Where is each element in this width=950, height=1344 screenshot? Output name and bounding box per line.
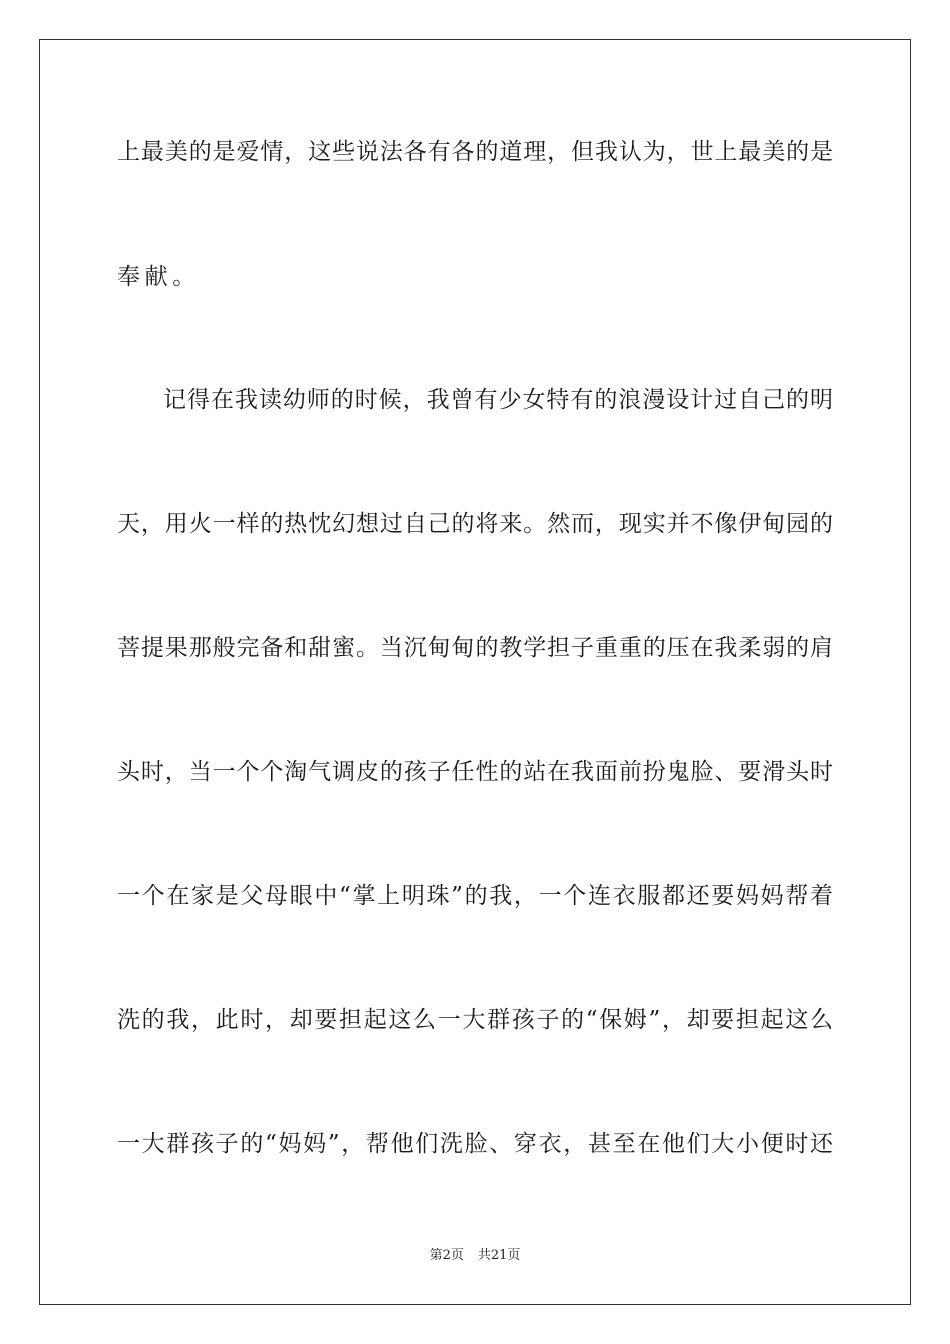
text-line: 菩提果那般完备和甜蜜。当沉甸甸的教学担子重重的压在我柔弱的肩 bbox=[117, 635, 833, 661]
text-line: 天，用火一样的热忱幻想过自己的将来。然而，现实并不像伊甸园的 bbox=[117, 511, 833, 537]
paragraph-start-line: 记得在我读幼师的时候，我曾有少女特有的浪漫设计过自己的明 bbox=[163, 387, 833, 413]
text-line: 头时，当一个个淘气调皮的孩子任性的站在我面前扮鬼脸、要滑头时 bbox=[117, 759, 833, 785]
page-total: 共21页 bbox=[477, 1248, 521, 1263]
text-line: 一个在家是父母眼中“掌上明珠”的我，一个连衣服都还要妈妈帮着 bbox=[117, 883, 833, 909]
text-line: 一大群孩子的“妈妈”，帮他们洗脸、穿衣，甚至在他们大小便时还 bbox=[117, 1131, 833, 1157]
page-footer bbox=[0, 1247, 950, 1265]
text-line: 奉献。 bbox=[117, 264, 200, 290]
page-frame bbox=[39, 39, 911, 1305]
text-line: 洗的我，此时，却要担起这么一大群孩子的“保姆”，却要担起这么 bbox=[117, 1007, 833, 1033]
text-line: 上最美的是爱情，这些说法各有各的道理，但我认为，世上最美的是 bbox=[117, 139, 833, 165]
page-number: 第2页 bbox=[429, 1248, 464, 1263]
